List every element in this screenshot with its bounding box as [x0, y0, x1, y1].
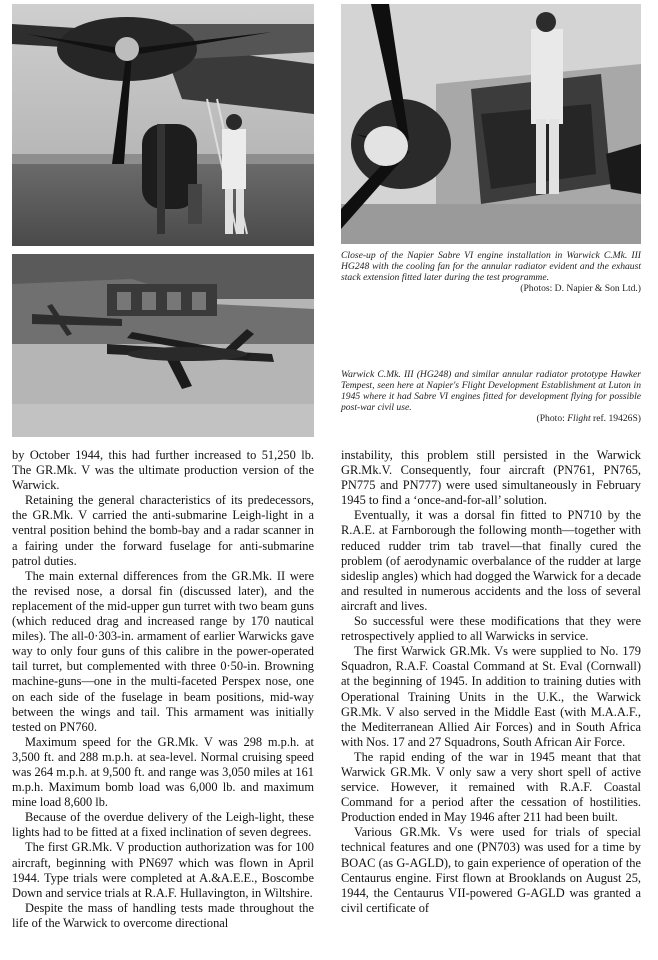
- paragraph: Eventually, it was a dorsal fin fitted to PN710 by the R.A.E. at Farnborough the following month—together with reduced rudder trim tab travel—that finally cured the problem (of aerodynamic overbalance of the rudder at large sideslip angles) which had dogged the Warwick for a decade and resulted in numerous accidents and the loss of several aircraft and lives.: [341, 508, 641, 613]
- engine-photo-credit: (Photos: D. Napier & Son Ltd.): [520, 283, 641, 294]
- paragraph: Maximum speed for the GR.Mk. V was 298 m.p.h. at 3,500 ft. and 288 m.p.h. at sea-level. Normal cruising speed was 264 m.p.h. at 9,500 ft. and range was 3,050 miles at 161 m.p.h. Maximum bomb load was 6,000 lb. and maximum mine load 8,600 lb.: [12, 734, 314, 810]
- paragraph: Retaining the general characteristics of its predecessors, the GR.Mk. V carried the anti-submarine Leigh-light in a ventral position behind the bomb-bay and a radar scanner in a fairing under the forward fuselage for anti-submarine patrol duties.: [12, 493, 314, 568]
- aerial-photo-caption-text: Warwick C.Mk. III (HG248) and similar annular radiator prototype Hawker Tempest, seen here at Napier's Flight Development Establishment at Luton in 1945 where it had Sabre VI engines fitted for development flying for possible post-war civil use.: [341, 369, 641, 413]
- paragraph: Because of the overdue delivery of the Leigh-light, these lights had to be fitted at a fixed inclination of seven degrees.: [12, 810, 314, 840]
- paragraph: instability, this problem still persisted in the Warwick GR.Mk.V. Consequently, four aircraft (PN761, PN765, PN775 and PN777) were used simultaneously in February 1945 to find a ‘once-and-for-all’ solution.: [341, 448, 641, 508]
- aerial-photo-credit: (Photo: Flight ref. 19426S): [536, 413, 641, 424]
- paragraph: The rapid ending of the war in 1945 meant that that Warwick GR.Mk. V only saw a very short spell of active service. However, it remained with R.A.F. Coastal Command for a period after the cessation of hostilities. Production ended in May 1946 after 211 had been built.: [341, 749, 641, 825]
- engine-photo-caption-text: Close-up of the Napier Sabre VI engine installation in Warwick C.Mk. III HG248 with the cooling fan for the annular radiator evident and the exhaust stack extension fitted later during the test programme.: [341, 250, 641, 283]
- left-text-column: [12, 448, 314, 931]
- photo-engine-closeup: [341, 4, 641, 244]
- paragraph: The first Warwick GR.Mk. Vs were supplied to No. 179 Squadron, R.A.F. Coastal Command at St. Eval (Cornwall) at the beginning of 1945. In addition to training duties with Operational Training Units in the U.K., the Warwick GR.Mk. V also served in the Middle East (with M.A.A.F., the Mediterranean Allied Air Forces) and in South Africa with Nos. 17 and 27 Squadrons, South African Air Force.: [341, 644, 641, 749]
- paragraph: by October 1944, this had further increased to 51,250 lb. The GR.Mk. V was the ultimate production version of the Warwick.: [12, 448, 314, 493]
- photo-aerial-airfield: [12, 254, 314, 437]
- paragraph: So successful were these modifications that they were retrospectively applied to all Warwicks in service.: [341, 614, 641, 644]
- paragraph: Despite the mass of handling tests made throughout the life of the Warwick to overcome directional: [12, 900, 314, 930]
- engine-photo-caption: [341, 250, 641, 294]
- paragraph: Various GR.Mk. Vs were used for trials of special technical features and one (PN703) was used for a time by BOAC (as G-AGLD), to gain experience of operation of the Centaurus engine. First flown at Brooklands on August 25, 1944, the Centaurus VII-powered G-AGLD was granted a civil certificate of: [341, 825, 641, 915]
- photo-aircraft-front-mechanic: [12, 4, 314, 246]
- aerial-photo-caption: [341, 369, 641, 424]
- right-text-column: [341, 448, 641, 916]
- paragraph: The first GR.Mk. V production authorization was for 100 aircraft, beginning with PN697 which was flown in April 1944. Type trials were completed at A.&A.E.E., Boscombe Down and service trials at R.A.F. Hullavington, in Wiltshire.: [12, 840, 314, 900]
- paragraph: The main external differences from the GR.Mk. II were the revised nose, a dorsal fin (discussed later), and the replacement of the mid-upper gun turret with two beam guns (which reduced drag and increased range by 170 nautical miles). The all-0·303-in. armament of earlier Warwicks gave way to only four guns of this calibre in the power-operated tail turret, but complemented with three 0·50-in. Browning machine-guns—one in the multi-faceted Perspex nose, one on each side of the fuselage in beam positions, mid-way between the wings and tail. This armament was initially tested on PN760.: [12, 568, 314, 734]
